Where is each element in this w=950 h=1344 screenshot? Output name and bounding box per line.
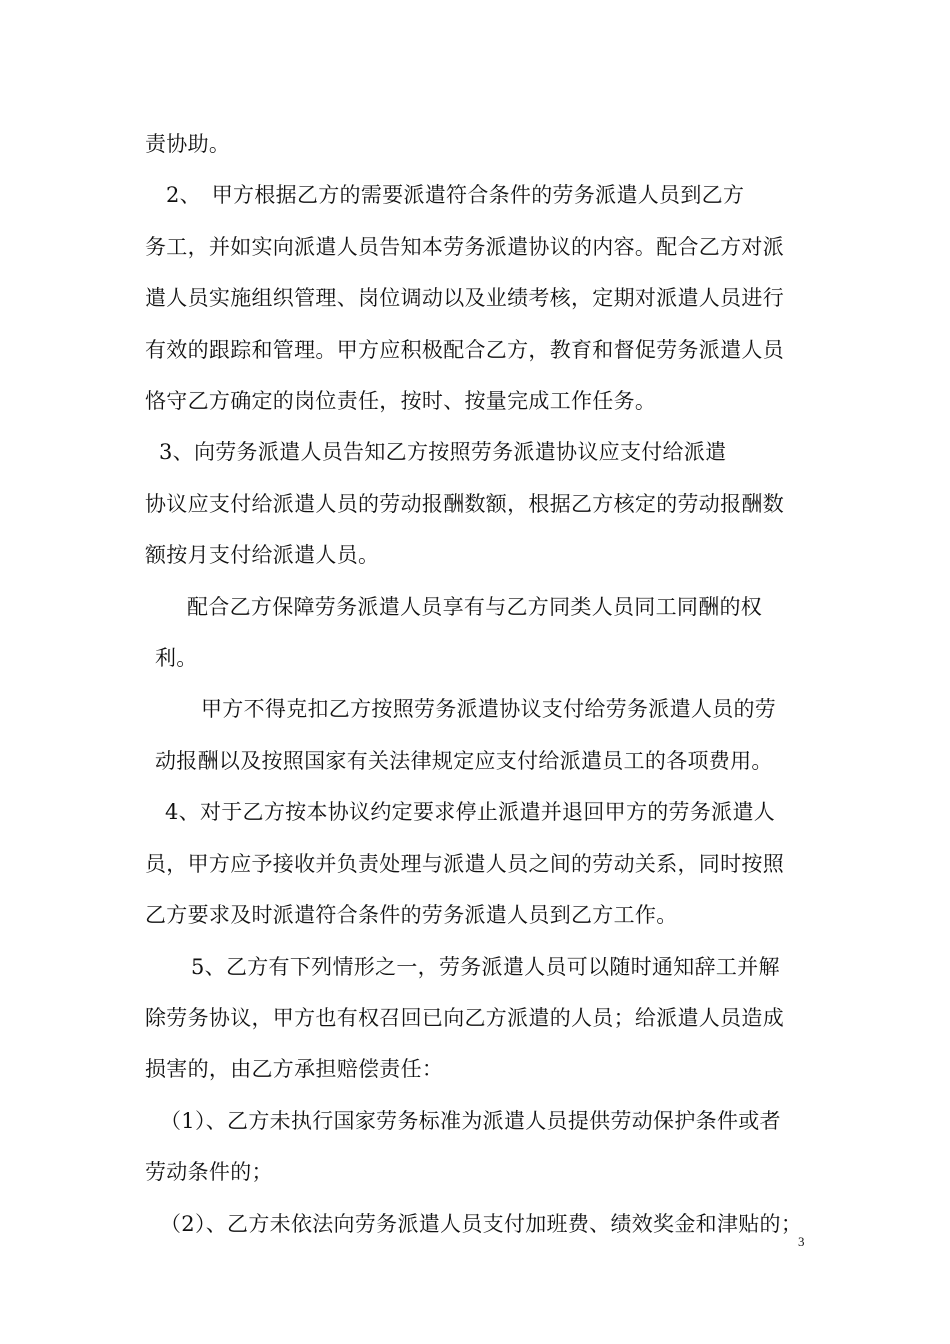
page-number: 3	[798, 1234, 805, 1249]
text-line: 务工，并如实向派遣人员告知本劳务派遣协议的内容。配合乙方对派	[145, 235, 784, 259]
text-line: 除劳务协议，甲方也有权召回已向乙方派遣的人员；给派遣人员造成	[145, 1006, 784, 1030]
text-line: 配合乙方保障劳务派遣人员享有与乙方同类人员同工同酬的权	[187, 595, 763, 619]
text-line: 乙方要求及时派遣符合条件的劳务派遣人员到乙方工作。	[145, 903, 678, 927]
text-line: 员，甲方应予接收并负责处理与派遣人员之间的劳动关系，同时按照	[145, 852, 784, 876]
text-line: 甲方不得克扣乙方按照劳务派遣协议支付给劳务派遣人员的劳	[201, 697, 777, 721]
text-line: （2）、乙方未依法向劳务派遣人员支付加班费、绩效奖金和津贴的；	[160, 1212, 803, 1236]
text-line: 协议应支付给派遣人员的劳动报酬数额，根据乙方核定的劳动报酬数	[145, 492, 784, 516]
text-line: 遣人员实施组织管理、岗位调动以及业绩考核，定期对派遣人员进行	[145, 286, 784, 310]
text-line: 额按月支付给派遣人员。	[145, 543, 380, 567]
text-line: 2、 甲方根据乙方的需要派遣符合条件的劳务派遣人员到乙方	[166, 183, 745, 207]
text-line: 3、向劳务派遣人员告知乙方按照劳务派遣协议应支付给派遣	[159, 440, 727, 464]
text-line: 恪守乙方确定的岗位责任，按时、按量完成工作任务。	[145, 389, 657, 413]
text-line: 利。	[155, 646, 198, 670]
text-line: 责协助。	[145, 132, 231, 156]
text-line: 有效的跟踪和管理。甲方应积极配合乙方，教育和督促劳务派遣人员	[145, 338, 784, 362]
text-line: 损害的，由乙方承担赔偿责任：	[145, 1057, 444, 1081]
text-line: 5、乙方有下列情形之一，劳务派遣人员可以随时通知辞工并解	[191, 955, 780, 979]
text-line: 4、对于乙方按本协议约定要求停止派遣并退回甲方的劳务派遣人	[165, 800, 776, 824]
text-line: 劳动条件的；	[145, 1160, 273, 1184]
text-line: 动报酬以及按照国家有关法律规定应支付给派遣员工的各项费用。	[155, 749, 773, 773]
text-line: （1）、乙方未执行国家劳务标准为派遣人员提供劳动保护条件或者	[160, 1109, 781, 1133]
